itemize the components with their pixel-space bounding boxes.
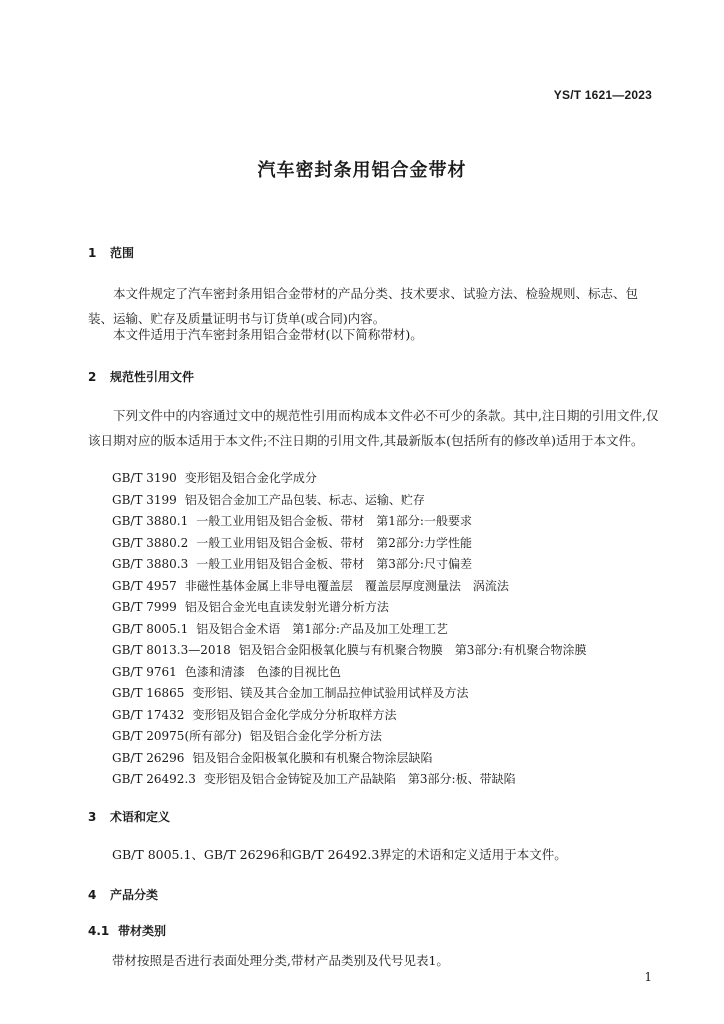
- reference-title: 变形铝及铝合金化学成分: [184, 471, 317, 485]
- reference-code: GB/T 3880.3: [112, 557, 189, 571]
- reference-title: 变形铝及铝合金化学成分分析取样方法: [192, 707, 397, 722]
- section-number: 2: [88, 370, 97, 384]
- section-number: 4.1: [88, 924, 110, 938]
- reference-item: [112, 769, 586, 791]
- subsection-4-1-heading: [88, 922, 166, 939]
- reference-code: GB/T 8005.1: [112, 621, 189, 636]
- reference-title: 一般工业用铝及铝合金板、带材 第3部分:尺寸偏差: [196, 557, 472, 571]
- section-title: 带材类别: [118, 924, 167, 938]
- reference-item: [112, 533, 586, 555]
- reference-item: [112, 748, 586, 770]
- reference-code: GB/T 26492.3: [112, 772, 196, 786]
- reference-code: GB/T 26296: [112, 750, 185, 765]
- reference-title: 非磁性基体金属上非导电覆盖层 覆盖层厚度测量法 涡流法: [184, 578, 509, 593]
- reference-code: GB/T 9761: [112, 664, 177, 679]
- reference-code: GB/T 3199: [112, 492, 177, 507]
- section-number: 1: [88, 246, 97, 260]
- subsection-4-1-paragraph: 带材按照是否进行表面处理分类,带材产品类别及代号见表1。: [112, 953, 449, 968]
- reference-title: 铝及铝合金光电直读发射光谱分析方法: [184, 600, 389, 614]
- reference-code: GB/T 4957: [112, 578, 177, 593]
- reference-title: 铝及铝合金加工产品包装、标志、运输、贮存: [184, 492, 425, 507]
- reference-code: GB/T 16865: [112, 686, 185, 700]
- reference-item: [112, 726, 586, 748]
- reference-code: GB/T 17432: [112, 707, 185, 722]
- reference-title: 铝及铝合金化学分析方法: [249, 729, 382, 743]
- page-number: 1: [644, 970, 652, 984]
- scope-paragraph-1: 本文件规定了汽车密封条用铝合金带材的产品分类、技术要求、试验方法、检验规则、标志、包装、运输、贮存及质量证明书与订货单(或合同)内容。: [88, 286, 639, 326]
- reference-title: 铝及铝合金阳极氧化膜和有机聚合物涂层缺陷: [192, 750, 433, 765]
- reference-item: [112, 640, 586, 662]
- section-number: 4: [88, 888, 97, 902]
- reference-code: GB/T 8013.3—2018: [112, 643, 231, 657]
- reference-item: [112, 597, 586, 619]
- scope-paragraph-2: 本文件适用于汽车密封条用铝合金带材(以下简称带材)。: [113, 327, 423, 342]
- reference-title: 一般工业用铝及铝合金板、带材 第2部分:力学性能: [196, 535, 472, 550]
- reference-title: 色漆和清漆 色漆的目视比色: [184, 664, 341, 679]
- reference-title: 一般工业用铝及铝合金板、带材 第1部分:一般要求: [196, 514, 472, 528]
- normative-refs-intro: 下列文件中的内容通过文中的规范性引用而构成本文件必不可少的条款。其中,注日期的引用文件,仅该日期对应的版本适用于本文件;不注日期的引用文件,其最新版本(包括所有的修改单)适用于本文件。: [88, 408, 659, 448]
- reference-item: [112, 490, 586, 512]
- reference-title: 铝及铝合金阳极氧化膜与有机聚合物膜 第3部分:有机聚合物涂膜: [238, 643, 587, 657]
- reference-title: 铝及铝合金术语 第1部分:产品及加工处理工艺: [196, 621, 448, 636]
- reference-item: [112, 576, 586, 598]
- reference-code: GB/T 3190: [112, 471, 177, 485]
- reference-list: [112, 468, 586, 791]
- reference-code: GB/T 7999: [112, 600, 177, 614]
- section-title: 范围: [110, 246, 135, 260]
- reference-code: GB/T 3880.2: [112, 535, 189, 550]
- reference-item: [112, 619, 586, 641]
- reference-item: [112, 683, 586, 705]
- reference-item: [112, 662, 586, 684]
- reference-item: [112, 468, 586, 490]
- section-title: 规范性引用文件: [110, 370, 195, 384]
- section-4-heading: [88, 886, 158, 903]
- reference-title: 变形铝、镁及其合金加工制品拉伸试验用试样及方法: [192, 686, 469, 700]
- section-1-heading: [88, 244, 134, 261]
- section-number: 3: [88, 810, 97, 824]
- section-3-heading: [88, 808, 170, 825]
- reference-item: [112, 705, 586, 727]
- document-title: 汽车密封条用铝合金带材: [257, 160, 467, 181]
- reference-code: GB/T 3880.1: [112, 514, 189, 528]
- standard-code: YS/T 1621—2023: [553, 88, 652, 102]
- section-title: 术语和定义: [110, 810, 171, 824]
- reference-code: GB/T 20975(所有部分): [112, 729, 242, 743]
- reference-item: [112, 554, 586, 576]
- terms-paragraph: GB/T 8005.1、GB/T 26296和GB/T 26492.3界定的术语和定义适用于本文件。: [112, 847, 567, 862]
- reference-title: 变形铝及铝合金铸锭及加工产品缺陷 第3部分:板、带缺陷: [203, 772, 516, 786]
- section-title: 产品分类: [110, 888, 159, 902]
- reference-item: [112, 511, 586, 533]
- section-2-heading: [88, 368, 194, 385]
